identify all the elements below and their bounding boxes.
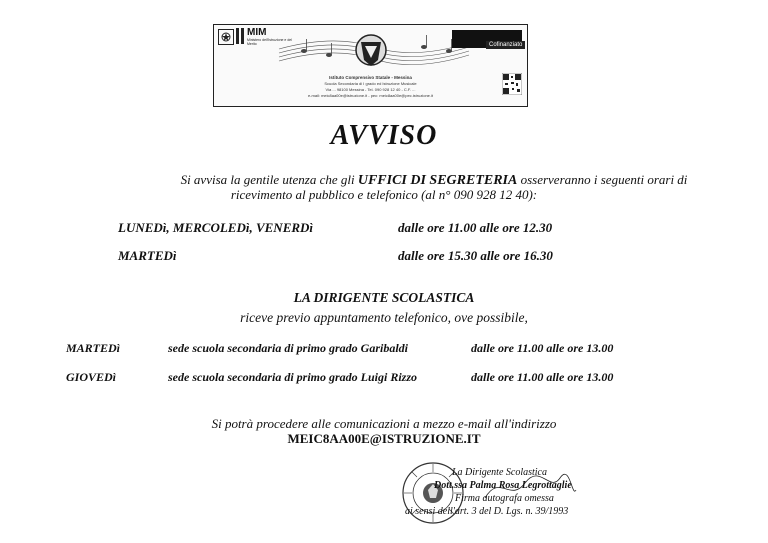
signature-line-1: La Dirigente Scolastica	[452, 467, 547, 478]
ministry-logo: MIM	[247, 27, 267, 38]
school-subtitle: Scuola Secondaria di I grado ed Istruzione Musicale	[324, 81, 417, 86]
ministry-bar	[241, 28, 244, 44]
intro-pre: Si avvisa la gentile utenza che gli	[180, 172, 358, 187]
office-hours-1: dalle ore 11.00 alle ore 12.30	[398, 220, 553, 235]
dirigente-day-1: MARTEDì	[66, 341, 121, 355]
intro-line-2: ricevimento al pubblico e telefonico (al n° 090 928 12 40):	[230, 187, 538, 202]
dirigente-place-2: sede scuola secondaria di primo grado Luigi Rizzo	[168, 370, 418, 384]
intro-offices: UFFICI DI SEGRETERIA	[357, 173, 518, 188]
republic-emblem-icon	[218, 29, 234, 45]
office-hours-2: dalle ore 15.30 alle ore 16.30	[398, 248, 553, 263]
ministry-bar	[236, 28, 239, 44]
ministry-text: Ministero dell'Istruzione e del Merito	[247, 38, 293, 46]
dirigente-subtitle: riceve previo appuntamento telefonico, ove possibile,	[240, 310, 528, 325]
cofinanziato-label: Cofinanziato	[486, 41, 525, 49]
email-address[interactable]: MEIC8AA00E@ISTRUZIONE.IT	[287, 431, 481, 446]
dirigente-hours-2: dalle ore 11.00 alle ore 13.00	[471, 370, 614, 384]
dirigente-hours-1: dalle ore 11.00 alle ore 13.00	[471, 341, 614, 355]
dirigente-day-2: GIOVEDì	[66, 370, 117, 384]
qr-code-icon	[502, 73, 522, 95]
dirigente-title: LA DIRIGENTE SCOLASTICA	[293, 290, 475, 305]
office-days-2: MARTEDì	[118, 248, 177, 263]
school-emblem-icon	[352, 30, 390, 72]
signature-line-4: ai sensi dell'art. 3 del D. Lgs. n. 39/1993	[405, 506, 569, 517]
signature-line-2: Dott.ssa Palma Rosa Legrottaglie	[434, 480, 572, 491]
school-name: Istituto Comprensivo Statale - Messina	[329, 75, 412, 80]
notice-title: AVVISO	[330, 120, 438, 151]
office-days-1: LUNEDì, MERCOLEDì, VENERDì	[118, 220, 314, 235]
signature-line-3: Firma autografa omessa	[455, 493, 554, 504]
school-contacts: e-mail: meic8aa00e@istruzione.it - pec: meic8aa00e@pec.istruzione.it	[307, 93, 434, 98]
school-address: Via ... 98100 Messina - Tel. 090 928 12 40 - C.F. ...	[325, 87, 416, 92]
intro-post: osserveranno i seguenti orari di	[517, 172, 688, 187]
dirigente-place-1: sede scuola secondaria di primo grado Garibaldi	[168, 341, 409, 355]
letterhead	[213, 24, 528, 107]
communications-text: Si potrà procedere alle comunicazioni a mezzo e-mail all'indirizzo	[211, 416, 557, 431]
